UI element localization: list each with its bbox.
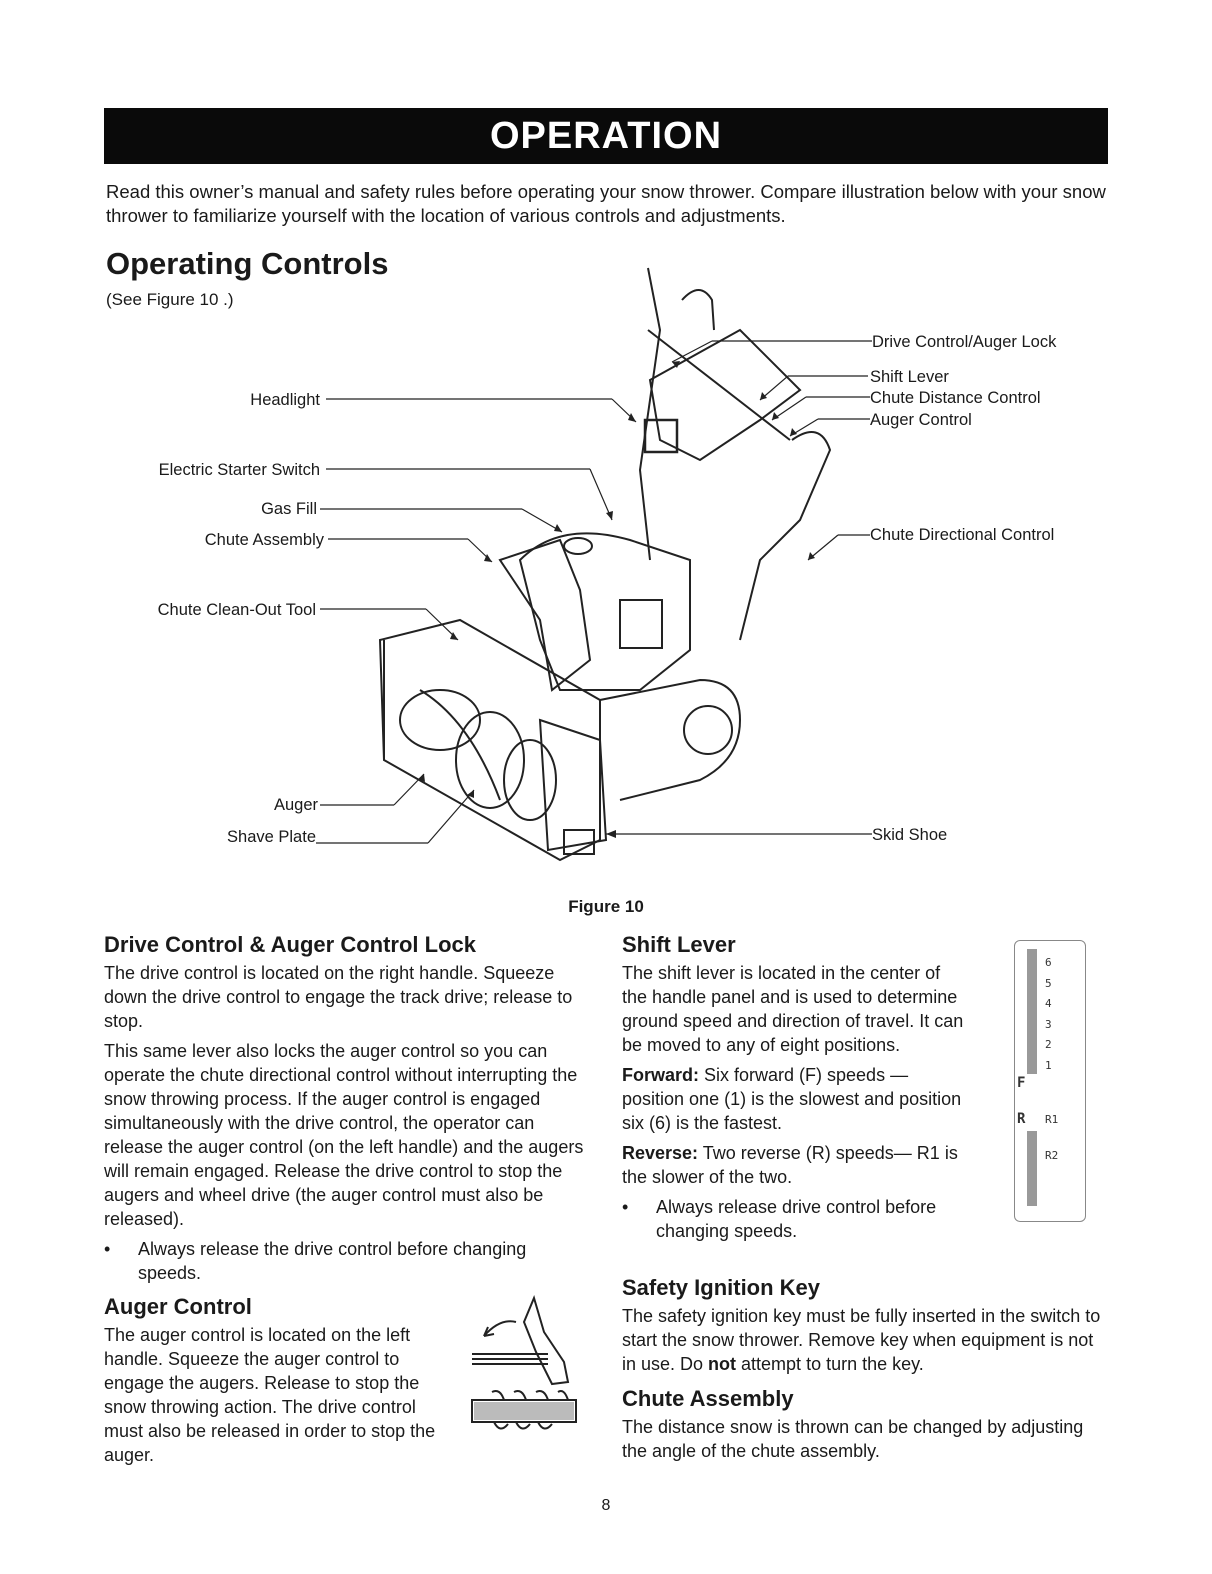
auger-control-illustration xyxy=(464,1292,584,1442)
gauge-forward-letter: F xyxy=(1017,1075,1026,1091)
safety-ignition-heading: Safety Ignition Key xyxy=(622,1275,821,1300)
shift-forward-paragraph xyxy=(622,1063,967,1135)
forward-label: Forward: xyxy=(622,1065,700,1085)
figure-reference: (See Figure 10 .) xyxy=(106,290,234,309)
chute-assembly-text: The distance snow is thrown can be changed by adjusting the angle of the chute assembly. xyxy=(622,1417,1084,1461)
drive-control-heading: Drive Control & Auger Control Lock xyxy=(104,932,476,957)
drive-control-bullet xyxy=(104,1237,590,1285)
chute-assembly-heading: Chute Assembly xyxy=(622,1386,794,1411)
auger-control-section xyxy=(104,1293,456,1473)
left-column xyxy=(104,931,590,1291)
drive-control-bullet-text: Always release the drive control before changing speeds. xyxy=(138,1239,527,1283)
speed-2: 2 xyxy=(1045,1038,1052,1051)
label-shave-plate: Shave Plate xyxy=(227,828,316,846)
speed-r2: R2 xyxy=(1045,1149,1059,1162)
shift-lever-bullet xyxy=(622,1195,967,1243)
page-title: Operating Controls xyxy=(106,246,389,281)
forward-text: Six forward (F) speeds — position one (1) is the slowest and position six (6) is the fastest. xyxy=(622,1065,962,1133)
label-shift-lever: Shift Lever xyxy=(870,368,949,386)
label-chute-directional-control: Chute Directional Control xyxy=(870,526,1055,544)
gauge-reverse-letter: R xyxy=(1017,1111,1026,1127)
intro-text: Read this owner’s manual and safety rules before operating your snow thrower. Compare illustration below with your snow thrower to familiarize yourself with the location of various controls and adjustments. xyxy=(106,181,1106,226)
shift-lever-heading: Shift Lever xyxy=(622,932,736,957)
drive-control-paragraph-1: The drive control is located on the right handle. Squeeze down the drive control to engage the track drive; release to stop. xyxy=(104,963,573,1031)
safety-ignition-section xyxy=(622,1274,1112,1382)
label-electric-starter-switch: Electric Starter Switch xyxy=(158,461,320,479)
label-auger-control: Auger Control xyxy=(870,411,972,429)
auger-control-text: The auger control is located on the left handle. Squeeze the auger control to engage the augers. Release to stop the snow throwing action. The drive control must also be released in order to stop the auger. xyxy=(104,1325,436,1465)
speed-1: 1 xyxy=(1045,1058,1052,1072)
bullet-dot: • xyxy=(104,1239,111,1259)
section-banner: OPERATION xyxy=(104,108,1108,164)
shift-reverse-paragraph xyxy=(622,1141,967,1189)
label-drive-control-auger-lock: Drive Control/Auger Lock xyxy=(872,333,1057,351)
chute-assembly-section xyxy=(622,1385,1112,1469)
speed-r1: R1 xyxy=(1045,1113,1059,1126)
label-chute-assembly: Chute Assembly xyxy=(204,531,324,549)
shift-lever-section xyxy=(622,931,967,1249)
shift-lever-paragraph: The shift lever is located in the center of the handle panel and is used to determine ground speed and direction of travel. It can be moved to any of eight positions. xyxy=(622,963,964,1055)
gauge-speeds xyxy=(1045,953,1052,1076)
speed-3: 3 xyxy=(1045,1017,1052,1031)
forward-bar xyxy=(1027,949,1037,1074)
reverse-bar xyxy=(1027,1131,1037,1206)
safety-ignition-text: The safety ignition key must be fully inserted in the switch to start the snow thrower. Remove key when equipment is not in use. Do not attempt to turn the key. xyxy=(622,1306,1101,1374)
reverse-label: Reverse: xyxy=(622,1143,699,1163)
shift-position-gauge xyxy=(1014,940,1086,1222)
label-skid-shoe: Skid Shoe xyxy=(872,826,948,844)
auger-control-heading: Auger Control xyxy=(104,1294,252,1319)
reverse-text: Two reverse (R) speeds— R1 is the slower of the two. xyxy=(622,1143,958,1187)
speed-5: 5 xyxy=(1045,976,1052,990)
label-headlight: Headlight xyxy=(250,391,320,409)
label-gas-fill: Gas Fill xyxy=(261,500,317,518)
label-chute-clean-out-tool: Chute Clean-Out Tool xyxy=(157,601,316,619)
shift-lever-bullet-text: Always release drive control before changing speeds. xyxy=(656,1197,937,1241)
emphasis-not: not xyxy=(708,1354,737,1374)
label-chute-distance-control: Chute Distance Control xyxy=(870,389,1041,407)
label-auger: Auger xyxy=(273,796,318,814)
bullet-dot: • xyxy=(622,1197,629,1217)
speed-4: 4 xyxy=(1045,997,1052,1010)
drive-control-paragraph-2: This same lever also locks the auger control so you can operate the chute directional control without interrupting the snow throwing process. If the auger control is engaged simultaneously with the drive control, the operator can release the auger control (on the left handle) and the augers will remain engaged. Release the drive control to stop the augers and wheel drive (the auger control must also be released). xyxy=(104,1041,584,1229)
page-number: 8 xyxy=(601,1497,611,1514)
figure-caption: Figure 10 xyxy=(568,897,644,916)
speed-6: 6 xyxy=(1045,956,1052,969)
